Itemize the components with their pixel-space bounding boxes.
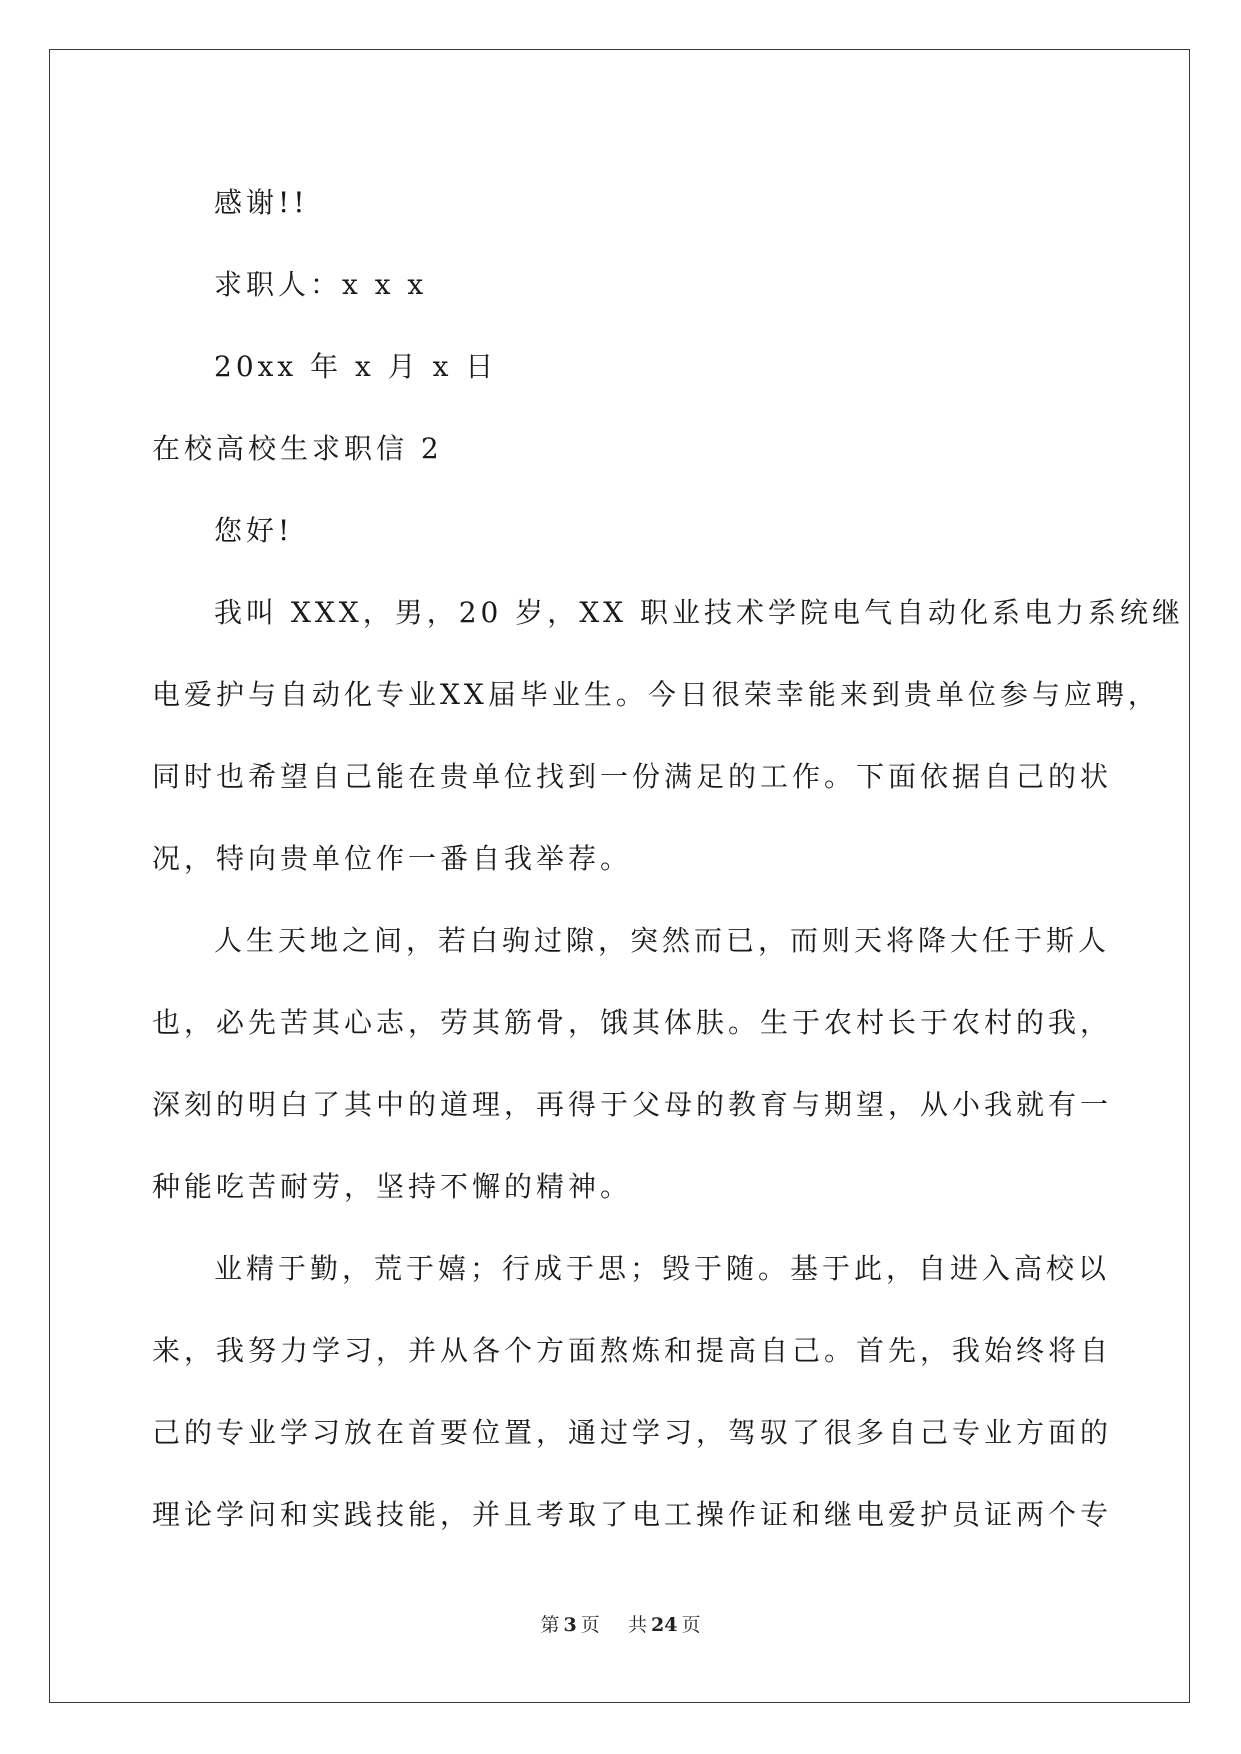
closing-date: 20xx 年 x 月 x 日 <box>214 350 498 383</box>
current-page-number: 3 <box>563 1614 577 1636</box>
paragraph-line: 业精于勤，荒于嬉；行成于思；毁于随。基于此，自进入高校以 <box>214 1252 1111 1285</box>
letter-greeting: 您好! <box>214 514 294 547</box>
total-pages-number: 24 <box>650 1614 678 1636</box>
paragraph-line: 人生天地之间，若白驹过隙，突然而已，而则天将降大任于斯人 <box>214 924 1111 957</box>
footer-total-suffix: 页 <box>681 1614 701 1636</box>
paragraph-3 <box>152 1228 1113 1556</box>
paragraph-2 <box>152 900 1113 1228</box>
paragraph-line: 己的专业学习放在首要位置，通过学习，驾驭了很多自己专业方面的 <box>152 1416 1113 1449</box>
paragraph-line: 同时也希望自己能在贵单位找到一份满足的工作。下面依据自己的状 <box>152 760 1113 793</box>
paragraph-1 <box>152 572 1185 900</box>
letter-title: 在校高校生求职信 2 <box>152 432 443 465</box>
footer-prefix: 第 <box>540 1614 560 1636</box>
paragraph-line: 深刻的明白了其中的道理，再得于父母的教育与期望，从小我就有一 <box>152 1088 1113 1121</box>
paragraph-line: 况，特向贵单位作一番自我举荐。 <box>152 842 633 875</box>
paragraph-line: 我叫 XXX，男，20 岁，XX 职业技术学院电气自动化系电力系统继 <box>214 596 1185 629</box>
paragraph-line: 来，我努力学习，并从各个方面熬炼和提高自己。首先，我始终将自 <box>152 1334 1113 1367</box>
paragraph-line: 种能吃苦耐劳，坚持不懈的精神。 <box>152 1170 633 1203</box>
footer-total-prefix: 共 <box>627 1614 647 1636</box>
paragraph-line: 也，必先苦其心志，劳其筋骨，饿其体肤。生于农村长于农村的我， <box>152 1006 1113 1039</box>
page-footer <box>0 1610 1241 1637</box>
paragraph-line: 电爱护与自动化专业XX届毕业生。今日很荣幸能来到贵单位参与应聘， <box>152 678 1160 711</box>
closing-signature: 求职人：x x x <box>214 268 428 301</box>
paragraph-line: 理论学问和实践技能，并且考取了电工操作证和继电爱护员证两个专 <box>152 1498 1113 1531</box>
closing-thanks: 感谢!! <box>214 186 309 219</box>
footer-page-word: 页 <box>580 1614 600 1636</box>
document-body <box>152 162 1185 1556</box>
